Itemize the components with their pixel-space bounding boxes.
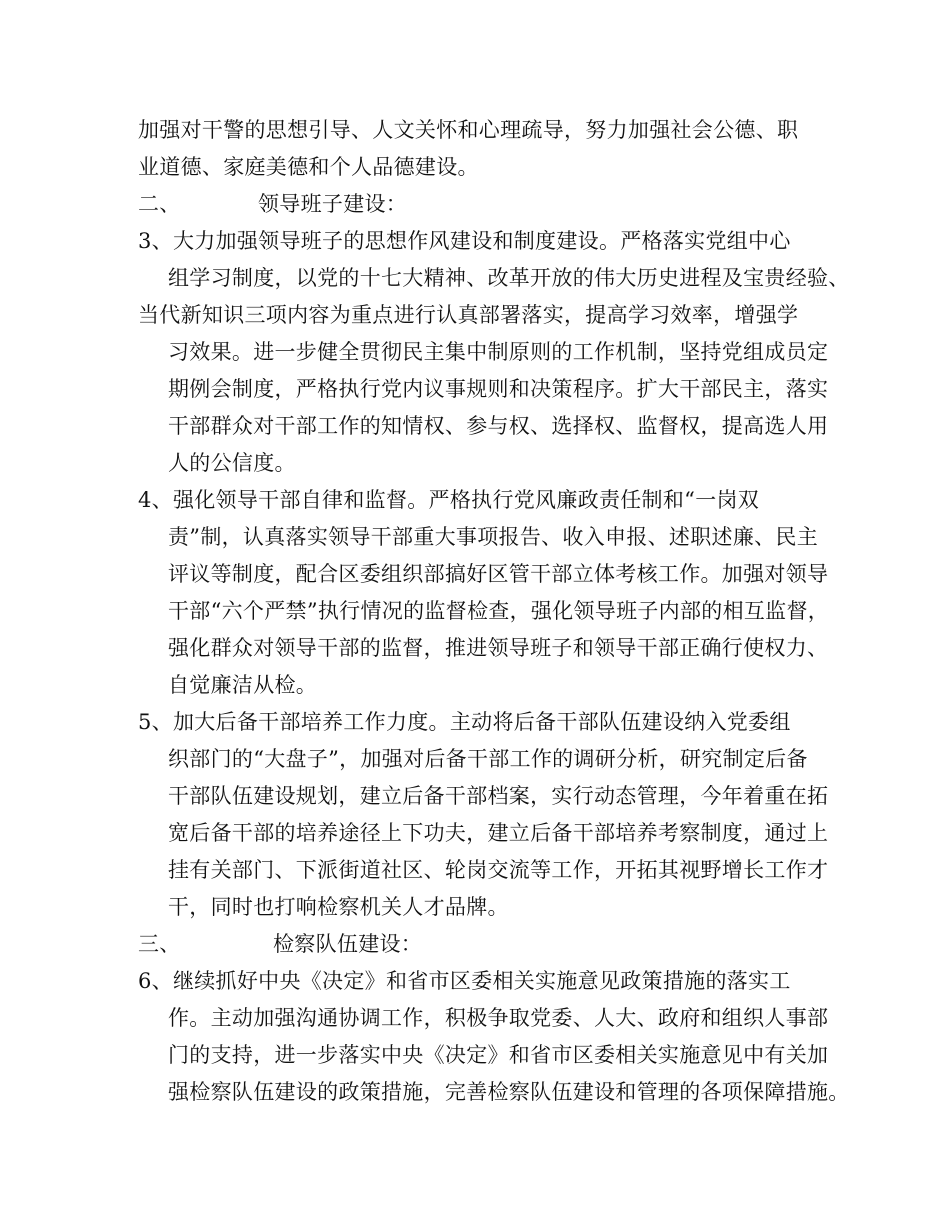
paragraph-line: 评议等制度，配合区委组织部搞好区管干部立体考核工作。加强对领导 — [168, 562, 829, 586]
paragraph-line: 期例会制度，严格执行党内议事规则和决策程序。扩大干部民主，落实 — [168, 377, 829, 401]
section-title: 检察队伍建设： — [273, 932, 423, 956]
paragraph-line: 作。主动加强沟通协调工作，积极争取党委、人大、政府和组织人事部 — [168, 1006, 829, 1030]
paragraph-line: 织部门的“大盘子”，加强对后备干部工作的调研分析，研究制定后备 — [168, 747, 808, 771]
paragraph-line: 5、加大后备干部培养工作力度。主动将后备干部队伍建设纳入党委组 — [138, 710, 791, 734]
body-line: 业道德、家庭美德和个人品德建设。 — [138, 155, 479, 179]
section-heading-2 — [138, 186, 828, 223]
paragraph-line: 干部“六个严禁”执行情况的监督检查，强化领导班子内部的相互监督， — [168, 599, 830, 623]
paragraph-line: 组学习制度，以党的十七大精神、改革开放的伟大历史进程及宝贵经验、 — [168, 266, 850, 290]
paragraph-line: 干部群众对干部工作的知情权、参与权、选择权、监督权，提高选人用 — [168, 414, 829, 438]
document-body — [138, 112, 850, 1111]
paragraph-line: 责”制，认真落实领导干部重大事项报告、收入申报、述职述廉、民主 — [168, 525, 819, 549]
section-heading-3 — [138, 926, 828, 963]
paragraph-line: 人的公信度。 — [168, 451, 296, 475]
section-title: 领导班子建设： — [258, 192, 408, 216]
paragraph-line: 当代新知识三项内容为重点进行认真部署落实，提高学习效率，增强学 — [138, 303, 799, 327]
paragraph-line: 4、强化领导干部自律和监督。严格执行党风廉政责任制和“一岗双 — [138, 488, 760, 512]
paragraph-line: 习效果。进一步健全贯彻民主集中制原则的工作机制，坚持党组成员定 — [168, 340, 829, 364]
body-line: 加强对干警的思想引导、人文关怀和心理疏导，努力加强社会公德、职 — [138, 118, 799, 142]
paragraph-line: 宽后备干部的培养途径上下功夫，建立后备干部培养考察制度，通过上 — [168, 821, 829, 845]
paragraph-line: 6、继续抓好中央《决定》和省市区委相关实施意见政策措施的落实工 — [138, 969, 791, 993]
paragraph-line: 强化群众对领导干部的监督，推进领导班子和领导干部正确行使权力、 — [168, 636, 829, 660]
paragraph-line: 自觉廉洁从检。 — [168, 673, 318, 697]
paragraph-line: 3、大力加强领导班子的思想作风建设和制度建设。严格落实党组中心 — [138, 229, 791, 253]
paragraph-line: 干，同时也打响检察机关人才品牌。 — [168, 895, 509, 919]
section-number: 二、 — [138, 192, 181, 216]
paragraph-line: 挂有关部门、下派街道社区、轮岗交流等工作，开拓其视野增长工作才 — [168, 858, 829, 882]
paragraph-line: 干部队伍建设规划，建立后备干部档案，实行动态管理，今年着重在拓 — [168, 784, 829, 808]
paragraph-line: 强检察队伍建设的政策措施，完善检察队伍建设和管理的各项保障措施。 — [168, 1080, 850, 1104]
section-number: 三、 — [138, 932, 181, 956]
paragraph-line: 门的支持，进一步落实中央《决定》和省市区委相关实施意见中有关加 — [168, 1043, 829, 1067]
